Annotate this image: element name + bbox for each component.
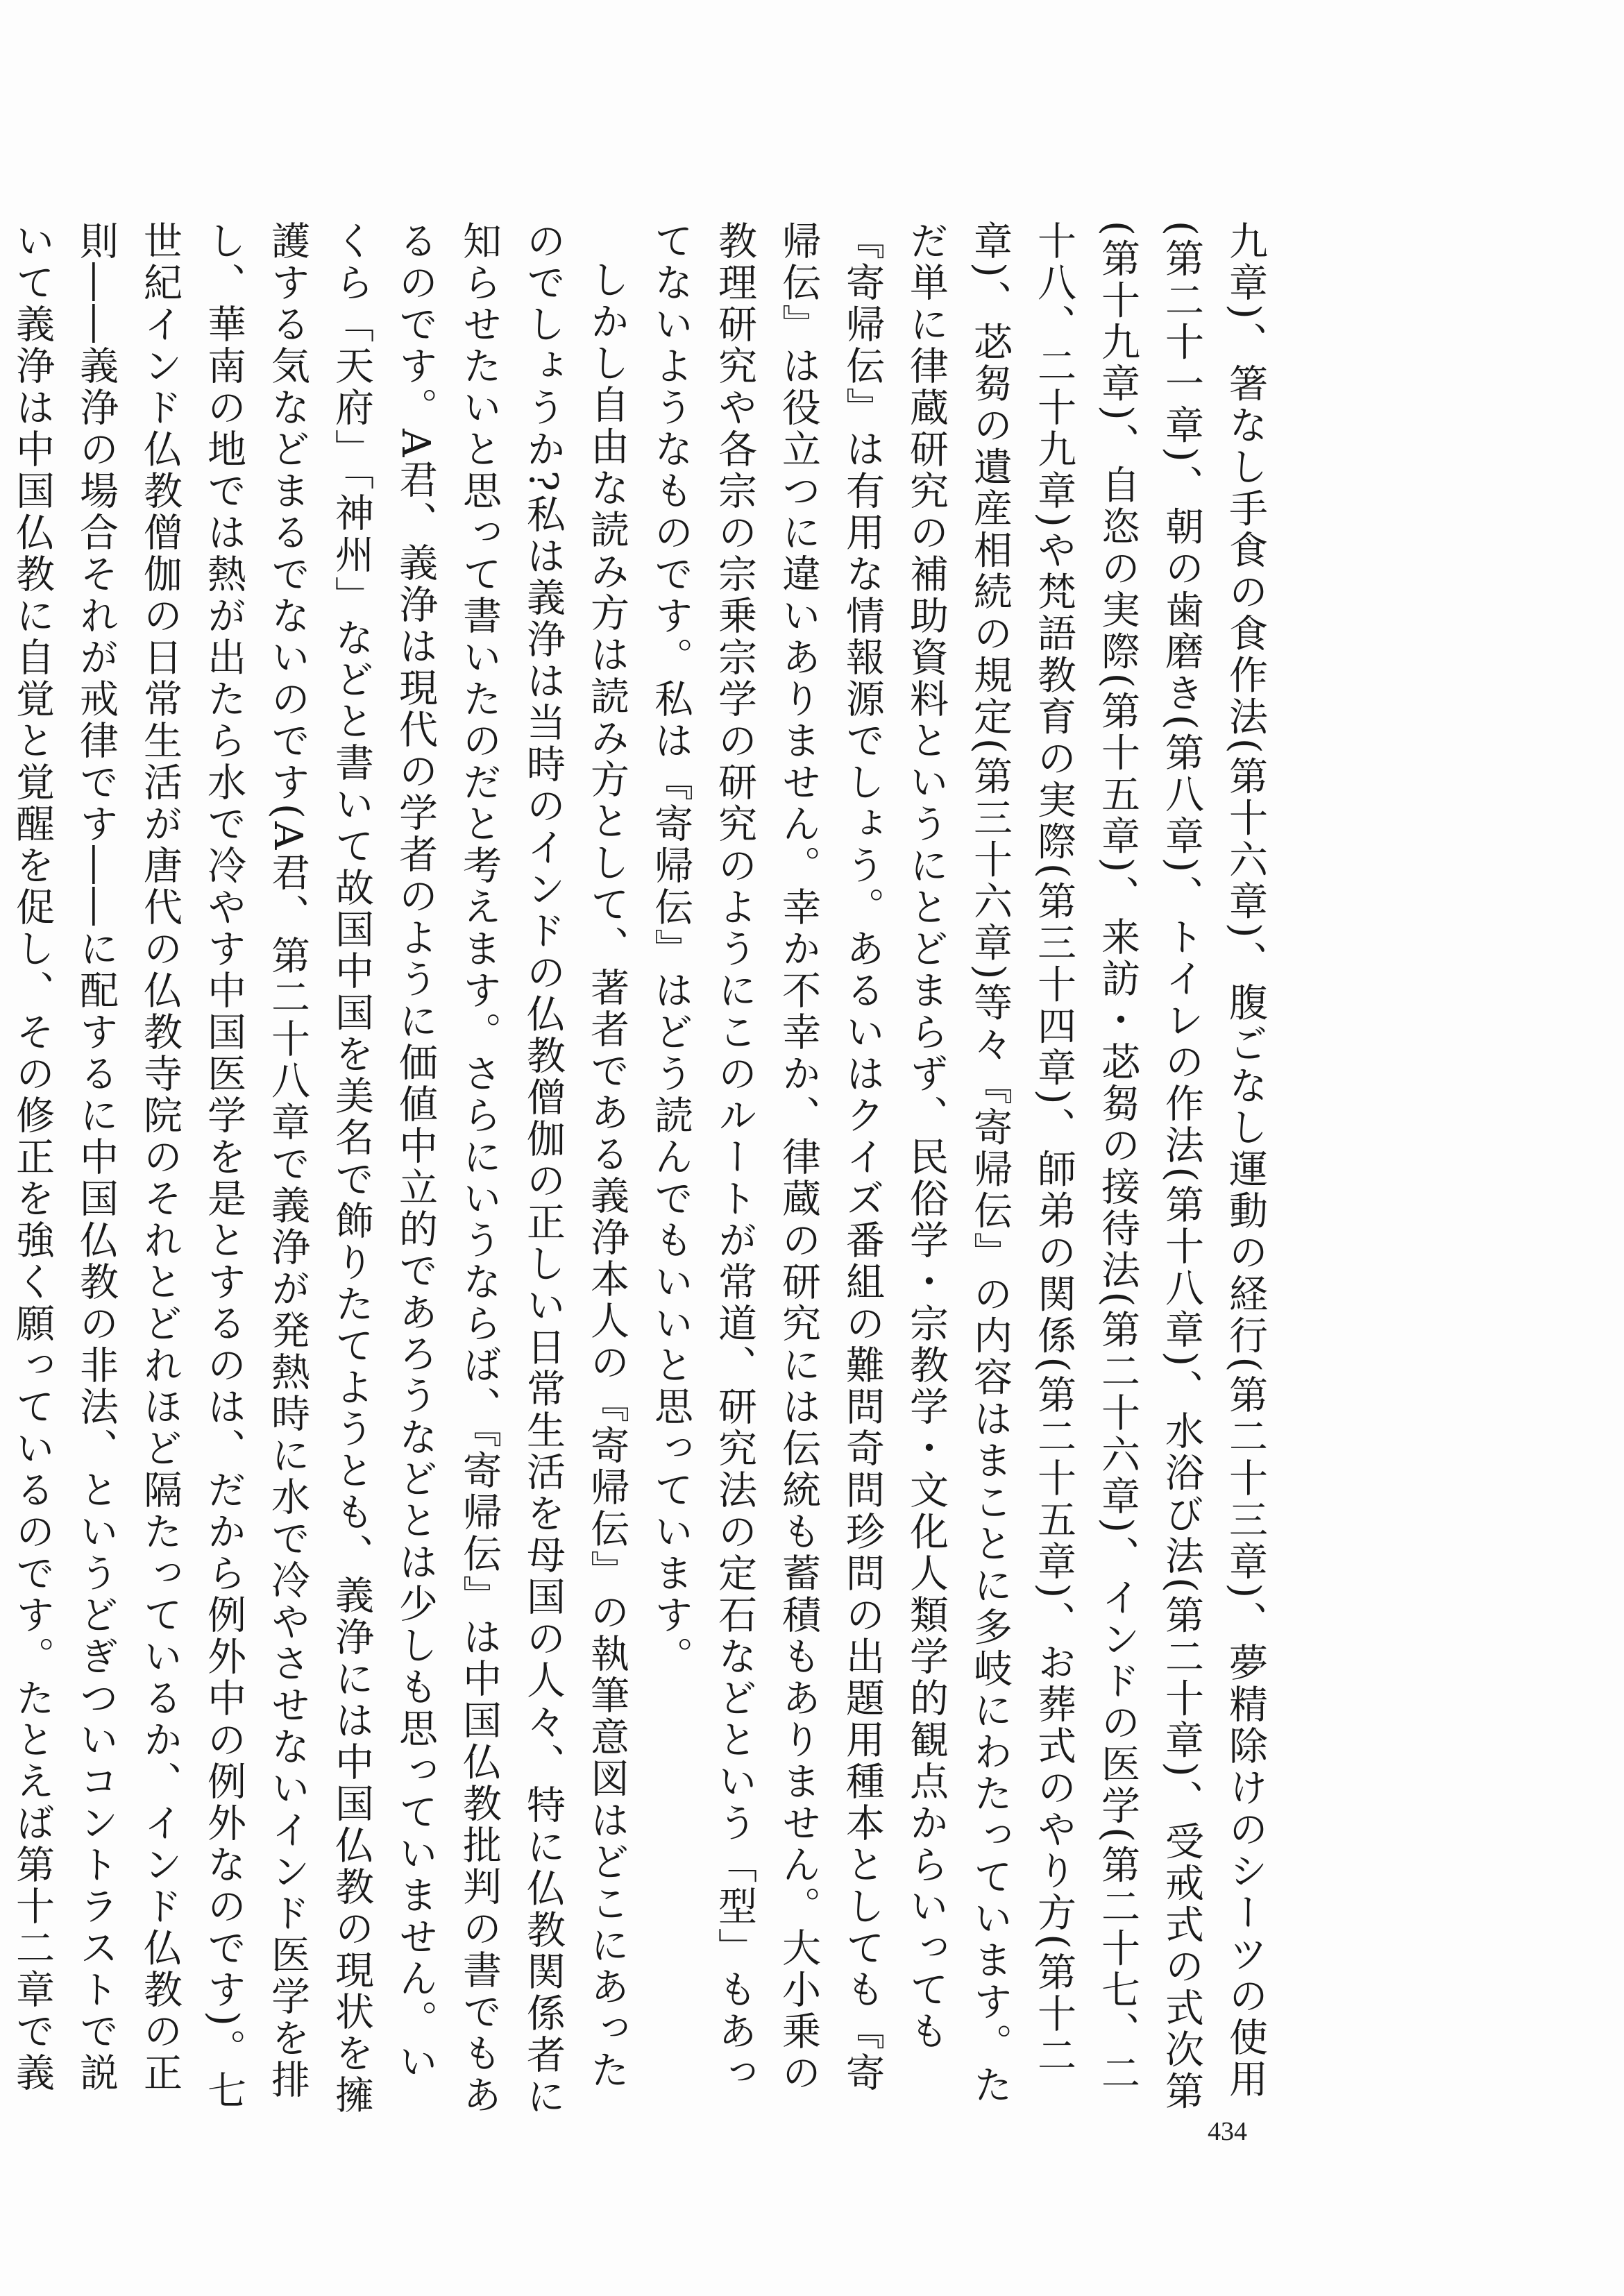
page-number: 434: [1208, 2117, 1247, 2146]
paragraph-1: 九章)、箸なし手食の食作法(第十六章)、腹ごなし運動の経行(第二十三章)、夢精除けのシーツの使用(第二十一章)、朝の歯磨き(第八章)、トイレの作法(第十八章)、水浴び法(第二十章)、受戒式の式次第(第十九章)、自恣の実際(第十五章)、来訪・苾芻の接待法(第二十六章)、インドの医学(第二十七、二十八、二十九章)や梵語教育の実際(第三十四章)、師弟の関係(第二十五章)、お葬式のやり方(第十二章)、苾芻の遺産相続の規定(第三十六章)等々『寄帰伝』の内容はまことに多岐にわたっています。ただ単に律蔵研究の補助資料というにとどまらず、民俗学・宗教学・文化人類学的観点からいっても『寄帰伝』は有用な情報源でしょう。あるいはクイズ番組の難問奇問珍問の出題用種本としても『寄帰伝』は役立つに違いありません。幸か不幸か、律蔵の研究には伝統も蓄積もありません。大小乗の教理研究や各宗の宗乗宗学の研究のようにこのルートが常道、研究法の定石などという「型」もあってないようなものです。私は『寄帰伝』はどう読んでもいいと思っています。: [648, 221, 1268, 2113]
vertical-body-text: [0, 221, 1277, 2122]
paragraph-2: しかし自由な読み方は読み方として、著者である義浄本人の『寄帰伝』の執筆意図はどこにあったのでしょうか?私は義浄は当時のインドの仏教僧伽の正しい日常生活を母国の人々、特に仏教関係者に知らせたいと思って書いたのだと考えます。さらにいうならば、『寄帰伝』は中国仏教批判の書でもあるのです。A君、義浄は現代の学者のように価値中立的であろうなどとは少しも思っていません。いくら「天府」「神州」などと書いて故国中国を美名で飾りたてようとも、義浄には中国仏教の現状を擁護する気などまるでないのです(A君、第二十八章で義浄が発熱時に水で冷やさせないインド医学を排し、華南の地では熱が出たら水で冷やす中国医学を是とするのは、だから例外中の例外なのです)。七世紀インド仏教僧伽の日常生活が唐代の仏教寺院のそれとどれほど隔たっているか、インド仏教の正則――義浄の場合それが戒律です――に配するに中国仏教の非法、というどぎついコントラストで説いて義浄は中国仏教に自覚と覚醒を促し、その修正を強く願っているのです。たとえば第十二章で義: [10, 221, 629, 2118]
